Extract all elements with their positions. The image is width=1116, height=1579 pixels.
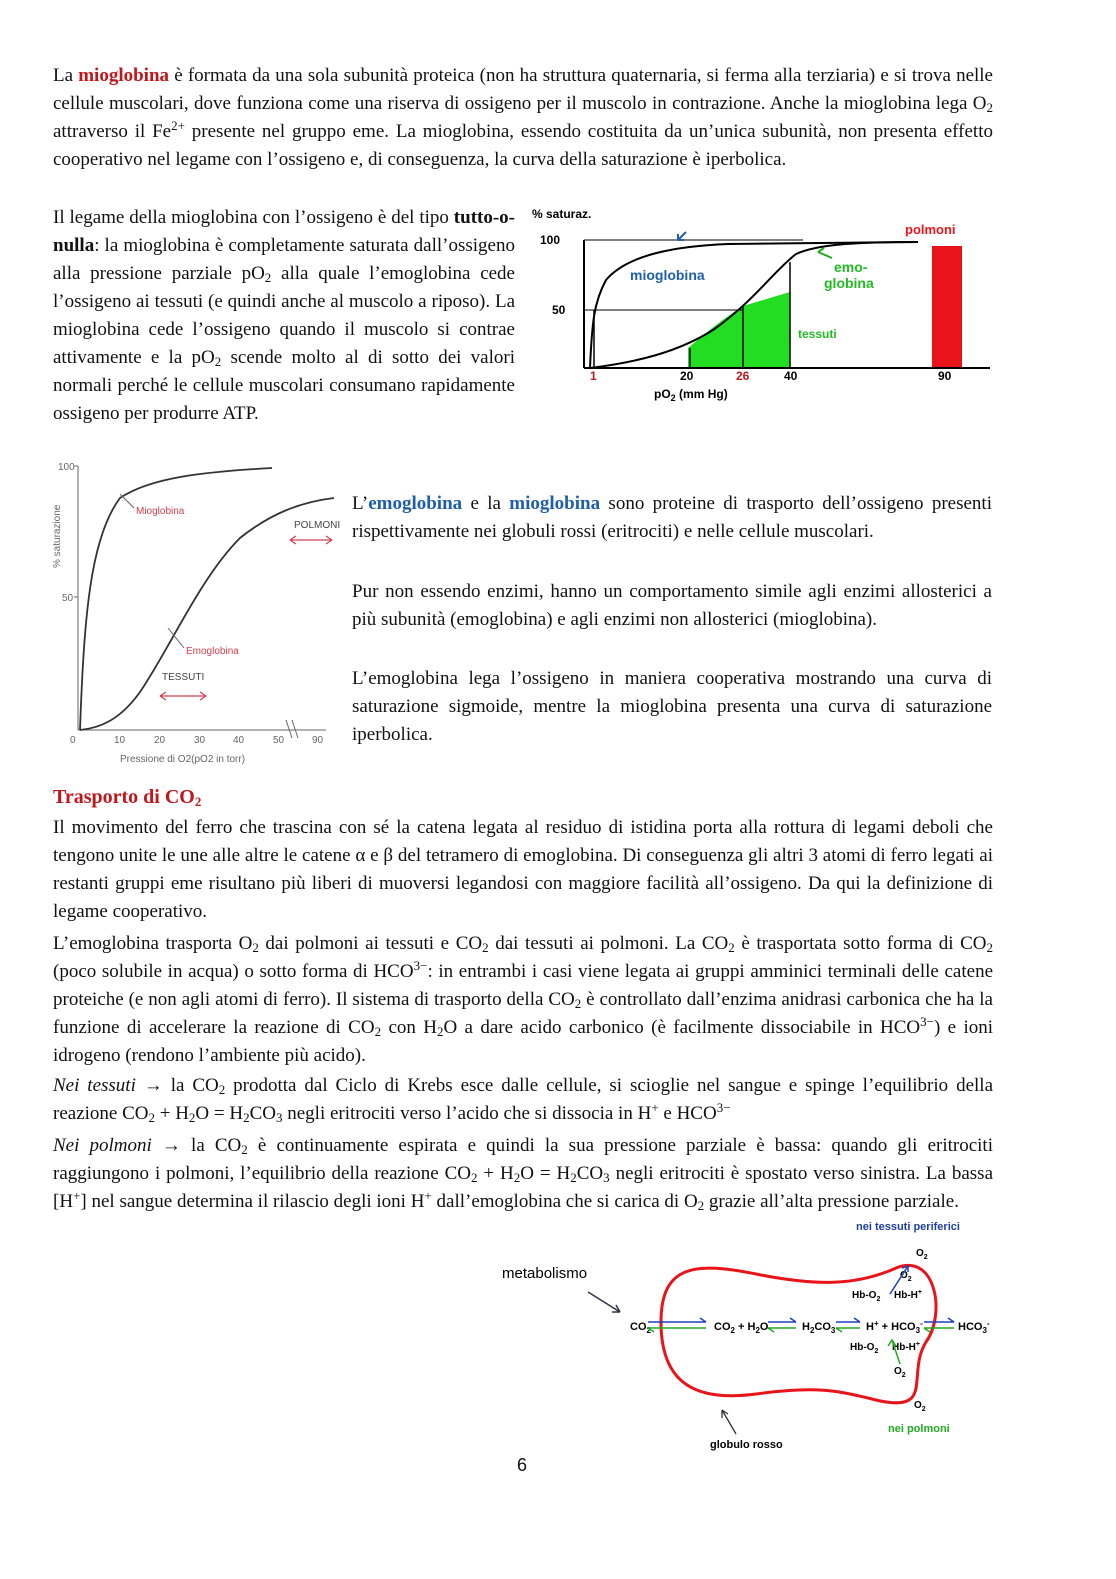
- chart1-label-polmoni: polmoni: [905, 222, 956, 237]
- chart2-y50: 50: [62, 593, 74, 604]
- species-co2-h2o: $CO_2 + H_2O$: [714, 1321, 769, 1335]
- species-o2-3: $O_2$: [894, 1366, 906, 1379]
- species-hbo2-bot: $Hb-O_2$: [850, 1342, 879, 1355]
- label-metabolismo: metabolismo: [502, 1265, 588, 1282]
- chart1-x26: 26: [736, 369, 750, 383]
- chart1-x90: 90: [938, 369, 952, 383]
- chart1-xlabel: $pO_2$ (mm Hg): [654, 387, 728, 403]
- curve2-emoglobina: [80, 498, 334, 730]
- tessuti-paragraph: Nei tessuti → la $CO_2$ prodotta dal Ciclo di Krebs esce dalle cellule, si scioglie nel sangue e spinge l’equilibrio della reazione $CO_2 + H_2O = H_2CO_3$ negli eritrociti verso l’acido che si dissocia in H+ e $HCO^{3-}$: [53, 1075, 993, 1125]
- ferro-paragraph: Il movimento del ferro che trascina con sé la catena legata al residuo di istidina porta alla rottura di legami deboli che tengono unite le une alle altre le catene α e β del tetramero di emoglobina. Di conseguenza gli altri 3 atomi di ferro legati ai restanti gruppi eme risultano più liberi di muoversi legandosi con maggiore facilità all’ossigeno. Da qui la definizione di legame cooperativo.: [53, 817, 993, 922]
- chart1-label-tessuti: tessuti: [798, 327, 837, 341]
- chart1-label-mioglobina: mioglobina: [630, 267, 705, 283]
- chart2-x10: 10: [114, 735, 126, 746]
- saturation-chart-color: [528, 202, 996, 408]
- chart2-x0: 0: [70, 735, 76, 746]
- label-nei-polmoni: nei polmoni: [888, 1423, 950, 1435]
- chart2-x40: 40: [233, 735, 245, 746]
- intro-paragraph: La mioglobina è formata da una sola subunità proteica (non ha struttura quaternaria, si ferma alla terziaria) e si trova nelle cellule muscolari, dove funziona come una riserva di ossigeno per il muscolo in contrazione. Anche la mioglobina lega $O_2$ attraverso il $Fe^{2+}$ presente nel gruppo eme. La mioglobina, essendo costituita da un’unica subunità, non presenta effetto cooperativo nel legame con l’ossigeno e, di conseguenza, la curva della saturazione è iperbolica.: [53, 65, 993, 170]
- chart2-x50: 50: [273, 735, 285, 746]
- section-title-co2: Trasporto di $CO_2$: [53, 786, 202, 809]
- allosterici-paragraph: Pur non essendo enzimi, hanno un comportamento simile agli enzimi allosterici a più subunità (emoglobina) e agli enzimi non allosterici (mioglobina).: [352, 581, 992, 630]
- polmoni-band: [932, 246, 962, 368]
- chart2-x90: 90: [312, 735, 324, 746]
- chart2-label-tessuti: TESSUTI: [162, 672, 205, 683]
- chart2-xlabel: Pressione di O2(pO2 in torr): [120, 754, 246, 765]
- tutto-o-nulla-paragraph: Il legame della mioglobina con l’ossigeno è del tipo tutto-o-nulla: la mioglobina è completamente saturata dall’ossigeno alla pressione parziale $pO_2$ alla quale l’emoglobina cede l’ossigeno ai tessuti (e quindi anche al muscolo a riposo). La mioglobina cede l’ossigeno quando il muscolo si contrae attivamente e la $pO_2$ scende molto al di sotto dei valori normali perché le cellule muscolari consumano rapidamente ossigeno per produrre ATP.: [53, 207, 515, 424]
- chart1-x40: 40: [784, 369, 798, 383]
- label-tessuti-periferici: nei tessuti periferici: [856, 1221, 960, 1233]
- chart2-x20: 20: [154, 735, 166, 746]
- chart1-x20: 20: [680, 369, 694, 383]
- highlight-mioglobina: mioglobina: [78, 65, 170, 86]
- emoglobina-co2-paragraph: L’emoglobina trasporta $O_2$ dai polmoni ai tessuti e $CO_2$ dai tessuti ai polmoni. La $CO_2$ è trasportata sotto forma di $CO_2$ (poco solubile in acqua) o sotto forma di $HCO^{3-}$: in entrambi i casi viene legata ai gruppi amminici terminali delle catene proteiche (e non agli atomi di ferro). Il sistema di trasporto della $CO_2$ è controllato dall’enzima anidrasi carbonica che ha la funzione di accelerare la reazione di $CO_2$ con $H_2O$ a dare acido carbonico (è facilmente dissociabile in $HCO^{3-}$) e ioni idrogeno (rendono l’ambiente più acido).: [53, 933, 994, 1066]
- saturation-chart-gray: [50, 458, 340, 770]
- species-hbh-bot: Hb-H+: [892, 1341, 920, 1353]
- chart1-label-emo: emo-: [834, 259, 868, 275]
- label-globulo-rosso: globulo rosso: [710, 1439, 783, 1451]
- chart2-label-emoglobina: Emoglobina: [186, 646, 239, 657]
- species-hco3-out: $HCO_3^-$: [958, 1319, 990, 1335]
- cooperativa-paragraph: L’emoglobina lega l’ossigeno in maniera cooperativa mostrando una curva di saturazione sigmoide, mentre la mioglobina presenta una curva di saturazione iperbolica.: [352, 668, 992, 745]
- species-o2-4: $O_2$: [914, 1400, 926, 1413]
- species-h2co3: $H_2CO_3$: [802, 1321, 836, 1335]
- globulo-rosso-diagram: [496, 1214, 996, 1454]
- chart1-y50: 50: [552, 303, 566, 317]
- chart2-label-mioglobina: Mioglobina: [136, 506, 185, 517]
- chart1-ylabel: % saturaz.: [532, 207, 592, 221]
- species-hbh-top: Hb-H+: [894, 1289, 922, 1301]
- page-number: 6: [516, 1455, 527, 1475]
- species-co2: $CO_2$: [630, 1321, 651, 1335]
- species-o2-1: $O_2$: [916, 1248, 928, 1261]
- species-o2-2: $O_2$: [900, 1270, 912, 1283]
- polmoni-paragraph: Nei polmoni → la $CO_2$ è continuamente espirata e quindi la sua pressione parziale è bassa: quando gli eritrociti raggiungono i polmoni, l’equilibrio della reazione $CO_2 + H_2O = H_2CO_3$ negli eritrociti è spostato verso sinistra. La bassa [H+] nel sangue determina il rilascio degli ioni H+ dall’emoglobina che si carica di $O_2$ grazie all’alta pressione parziale.: [53, 1135, 994, 1213]
- chart1-x1: 1: [590, 369, 597, 383]
- chart2-x30: 30: [194, 735, 206, 746]
- trasporto-paragraph: L’emoglobina e la mioglobina sono proteine di trasporto dell’ossigeno presenti rispettivamente nei globuli rossi (eritrociti) e nelle cellule muscolari.: [352, 493, 992, 542]
- chart2-ylabel: % saturazione: [52, 504, 63, 568]
- chart1-label-globina: globina: [824, 275, 874, 291]
- chart1-y100: 100: [540, 233, 561, 247]
- species-h-hco3: $H^+ + HCO_3^-$: [866, 1319, 923, 1335]
- chart2-label-polmoni: POLMONI: [294, 520, 340, 531]
- chart2-y100: 100: [58, 462, 75, 473]
- species-hbo2-top: $Hb-O_2$: [852, 1290, 881, 1303]
